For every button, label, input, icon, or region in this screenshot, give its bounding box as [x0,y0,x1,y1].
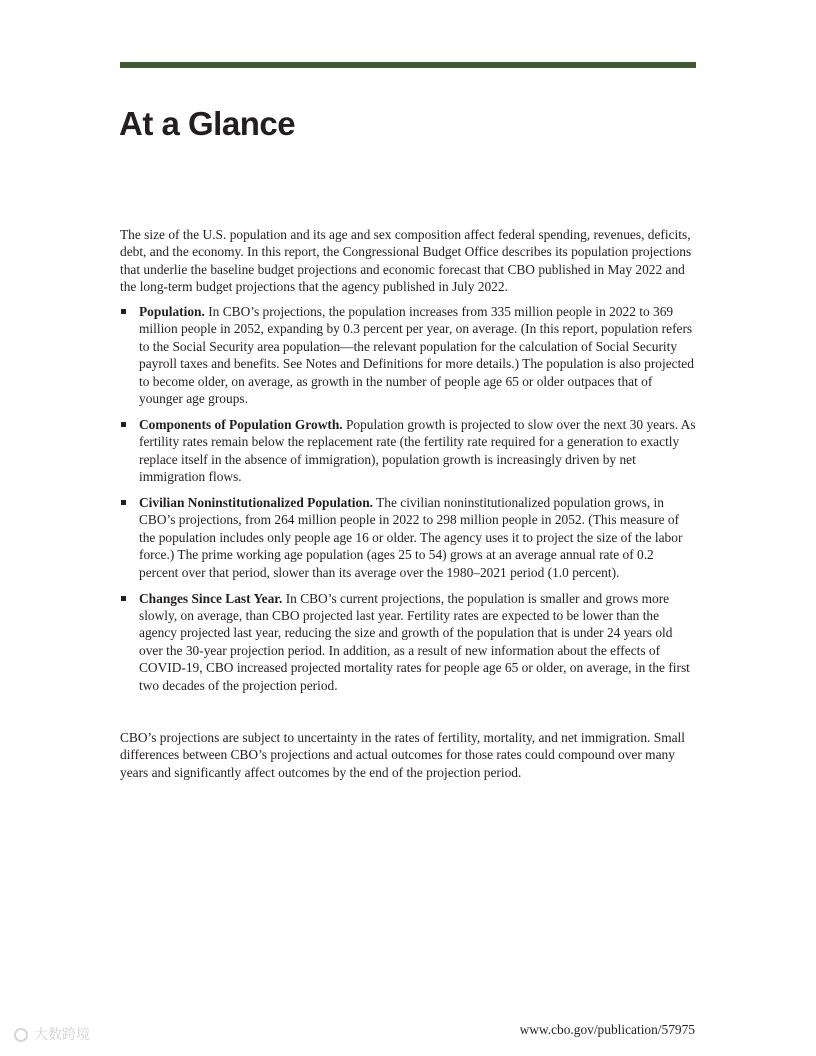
square-bullet-icon [121,422,126,427]
bullet-term: Population. [139,304,205,319]
watermark [14,1024,90,1044]
square-bullet-icon [121,596,126,601]
bullet-item-changes [120,590,696,694]
header-rule [120,62,696,68]
bullet-list [120,303,696,703]
bullet-text: In CBO’s current projections, the population is smaller and grows more slowly, on average, than CBO projected last year. Fertility rates are expected to be lower than the agency projected last year, reducing the size and growth of the population that is under 24 years old over the 30-year projection period. In addition, as a result of new information about the effects of COVID-19, CBO increased projected mortality rates for people age 65 or older, on average, in the first two decades of the projection period. [139,590,690,693]
square-bullet-icon [121,500,126,505]
bullet-term: Civilian Noninstitutionalized Population. [139,495,374,511]
footer-url[interactable]: www.cbo.gov/publication/57975 [519,1022,695,1037]
bullet-item-population [120,303,696,407]
bullet-text: The civilian noninstitutionalized population grows, in CBO’s projections, from 264 million people in 2022 to 298 million people in 2052. (This measure of the population includes only people age 16 or older. The agency uses it to project the size of the labor force.) The prime working age population (ages 25 to 54) grows at an average annual rate of 0.2 percent over that period, slower than its average over the 1980–2021 period (1.0 percent). [139,495,683,580]
bullet-item-civilian [120,494,696,581]
bullet-text: In CBO’s projections, the population increases from 335 million people in 2022 to 369 million people in 2052, expanding by 0.3 percent per year, on average. (In this report, population refers to the Social Security area population—the relevant population for the calculation of Social Security payroll taxes and benefits. See Notes and Definitions for more details.) The population is also projected to become older, on average, as growth in the number of people age 65 or older outpaces that of younger age groups. [139,304,694,407]
square-bullet-icon [121,309,126,314]
intro-paragraph: The size of the U.S. population and its age and sex composition affect federal spending, revenues, deficits, debt, and the economy. In this report, the Congressional Budget Office describes its population projections that underlie the baseline budget projections and economic forecast that CBO published in May 2022 and the long-term budget projections that the agency published in July 2022. [120,227,692,295]
bullet-text: Population growth is projected to slow over the next 30 years. As fertility rates remain below the replacement rate (the fertility rate required for a generation to exactly replace itself in the absence of immigration), population growth is increasingly driven by net immigration flows. [139,416,696,485]
page-title: At a Glance [119,105,296,142]
bullet-item-components [120,416,696,486]
watermark-text: 大数跨境 [34,1027,90,1043]
watermark-logo-icon [14,1028,28,1042]
bullet-term: Components of Population Growth. [139,416,343,432]
closing-paragraph: CBO’s projections are subject to uncertainty in the rates of fertility, mortality, and net immigration. Small differences between CBO’s projections and actual outcomes for those rates could compound over many years and significantly affect outcomes by the end of the projection period. [120,730,686,780]
bullet-term: Changes Since Last Year. [139,590,283,606]
